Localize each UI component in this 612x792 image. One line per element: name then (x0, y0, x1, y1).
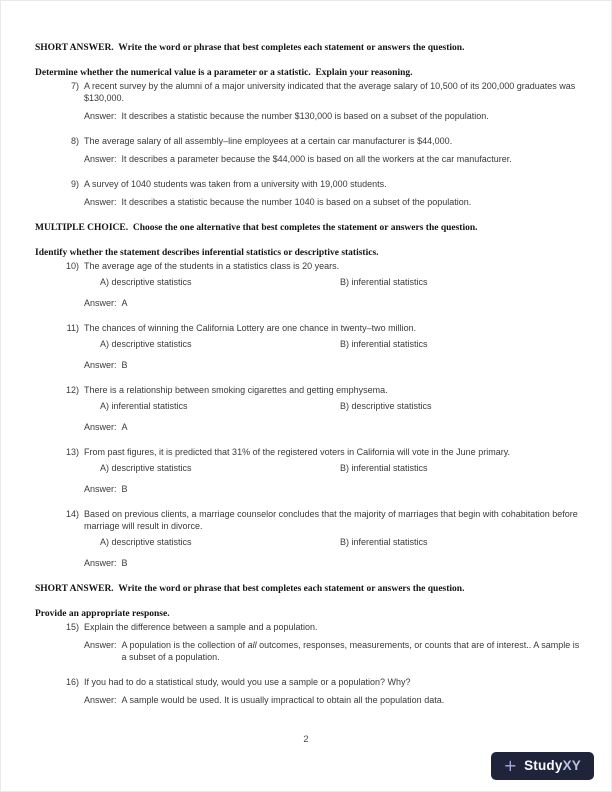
section-header-short-answer-1: SHORT ANSWER. Write the word or phrase that best completes each statement or answers the question. (35, 43, 465, 53)
directions-parameter-statistic: Determine whether the numerical value is a parameter or a statistic. Explain your reasoning. (35, 68, 413, 78)
page-number: 2 (303, 734, 309, 745)
answer-text-italic: all (247, 640, 257, 650)
answer-text: A (121, 298, 128, 308)
question-10-answer (35, 297, 580, 309)
question-13-stem (35, 446, 580, 458)
question-14-stem (35, 508, 580, 532)
directions-inferential-descriptive: Identify whether the statement describes inferential statistics or descriptive statistics. (35, 248, 379, 258)
question-text: There is a relationship between smoking cigarettes and getting emphysema. (84, 385, 388, 395)
question-15-answer (35, 639, 580, 663)
choice-a: A) descriptive statistics (100, 339, 192, 349)
question-8-stem (35, 135, 580, 147)
question-12 (35, 384, 580, 433)
section-header-multiple-choice: MULTIPLE CHOICE. Choose the one alternative that best completes the statement or answers the question. (35, 223, 478, 233)
question-13-choices (35, 462, 580, 474)
answer-label: Answer: (84, 197, 117, 207)
question-14-answer (35, 557, 580, 569)
choice-a: A) descriptive statistics (100, 463, 192, 473)
studyxy-logo (491, 752, 594, 780)
choice-b: B) inferential statistics (340, 277, 428, 287)
question-13-answer (35, 483, 580, 495)
question-number: 8) (70, 136, 79, 146)
brand-name-primary: Study (524, 758, 563, 773)
question-10 (35, 260, 580, 309)
question-12-answer (35, 421, 580, 433)
question-text: If you had to do a statistical study, would you use a sample or a population? Why? (84, 677, 411, 687)
question-number: 13) (65, 447, 79, 457)
answer-text (122, 639, 580, 663)
question-7-stem (35, 80, 580, 104)
question-text: The chances of winning the California Lottery are one chance in twenty–two million. (84, 323, 417, 333)
question-text: The average age of the students in a statistics class is 20 years. (84, 261, 340, 271)
choice-b: B) inferential statistics (340, 339, 428, 349)
answer-label: Answer: (84, 360, 117, 370)
choice-a: A) descriptive statistics (100, 537, 192, 547)
question-text: A recent survey by the alumni of a major university indicated that the average salary of 10,500 of its 200,000 graduates was $130,000. (84, 81, 576, 103)
brand-name-secondary: XY (562, 758, 581, 773)
question-9-answer (35, 196, 580, 208)
question-16-answer (35, 694, 580, 706)
answer-text: B (121, 484, 128, 494)
question-number: 15) (65, 622, 79, 632)
question-text: The average salary of all assembly–line employees at a certain car manufacturer is $44,000. (84, 136, 453, 146)
answer-label: Answer: (84, 111, 117, 121)
question-15 (35, 621, 580, 663)
choice-b: B) inferential statistics (340, 537, 428, 547)
question-15-stem (35, 621, 580, 633)
question-number: 14) (65, 509, 79, 519)
answer-text: It describes a statistic because the number 1040 is based on a subset of the population. (121, 197, 472, 207)
answer-label: Answer: (84, 695, 117, 705)
question-8-answer (35, 153, 580, 165)
answer-label: Answer: (84, 558, 117, 568)
question-text: A survey of 1040 students was taken from a university with 19,000 students. (84, 179, 387, 189)
question-11-stem (35, 322, 580, 334)
choice-a: A) inferential statistics (100, 401, 188, 411)
answer-text: A sample would be used. It is usually impractical to obtain all the population data. (121, 695, 445, 705)
answer-label: Answer: (84, 640, 117, 650)
answer-label: Answer: (84, 154, 117, 164)
answer-label: Answer: (84, 422, 117, 432)
question-8 (35, 135, 580, 165)
answer-text-part2: outcomes, responses, measurements, or counts that are of interest.. A sample is a subset of a population. (121, 640, 580, 662)
question-number: 7) (70, 81, 79, 91)
question-number: 12) (65, 385, 79, 395)
answer-label: Answer: (84, 298, 117, 308)
question-number: 16) (65, 677, 79, 687)
question-12-stem (35, 384, 580, 396)
question-7-answer (35, 110, 580, 122)
question-number: 10) (65, 261, 79, 271)
answer-text-part1: A population is the collection of (121, 640, 248, 650)
question-9 (35, 178, 580, 208)
question-12-choices (35, 400, 580, 412)
answer-text: A (121, 422, 128, 432)
answer-text: B (121, 360, 128, 370)
question-13 (35, 446, 580, 495)
question-14 (35, 508, 580, 569)
question-11-answer (35, 359, 580, 371)
question-number: 11) (66, 323, 79, 333)
answer-text: It describes a parameter because the $44,000 is based on all the workers at the car manufacturer. (121, 154, 512, 164)
choice-b: B) inferential statistics (340, 463, 428, 473)
answer-text: It describes a statistic because the number $130,000 is based on a subset of the population. (121, 111, 489, 121)
question-16-stem (35, 676, 580, 688)
question-text: Based on previous clients, a marriage counselor concludes that the majority of marriages that begin with cohabitation before marriage will result in divorce. (84, 509, 578, 531)
answer-text: B (121, 558, 128, 568)
choice-b: B) descriptive statistics (340, 401, 432, 411)
question-10-choices (35, 276, 580, 288)
question-text: Explain the difference between a sample and a population. (84, 622, 318, 632)
question-number: 9) (70, 179, 79, 189)
brand-wordmark (524, 760, 581, 772)
question-14-choices (35, 536, 580, 548)
question-text: From past figures, it is predicted that 31% of the registered voters in California will vote in the June primary. (84, 447, 511, 457)
plus-icon: + (503, 756, 518, 775)
question-9-stem (35, 178, 580, 190)
question-10-stem (35, 260, 580, 272)
question-7 (35, 80, 580, 122)
question-16 (35, 676, 580, 706)
directions-appropriate-response: Provide an appropriate response. (35, 609, 170, 619)
question-11 (35, 322, 580, 371)
choice-a: A) descriptive statistics (100, 277, 192, 287)
answer-label: Answer: (84, 484, 117, 494)
question-11-choices (35, 338, 580, 350)
section-header-short-answer-2: SHORT ANSWER. Write the word or phrase that best completes each statement or answers the question. (35, 584, 465, 594)
